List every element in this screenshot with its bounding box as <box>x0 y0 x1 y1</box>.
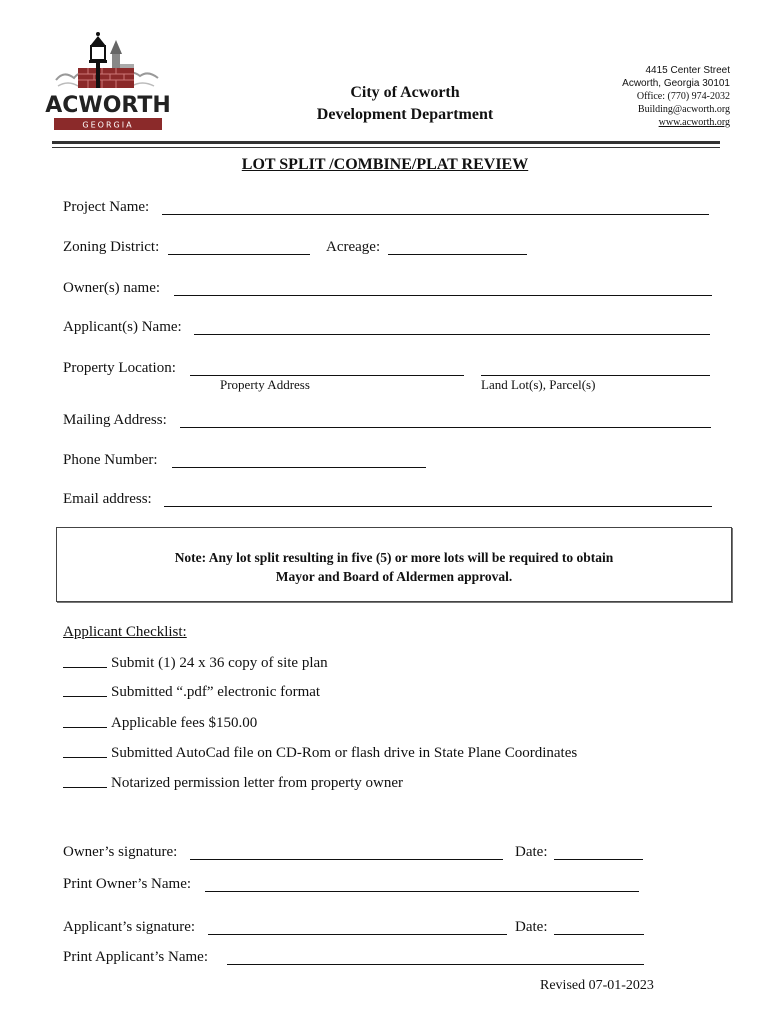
checklist-blank[interactable] <box>63 727 107 728</box>
header-org-block <box>290 82 520 126</box>
acreage-field[interactable] <box>388 254 488 255</box>
checklist-item-label: Submit (1) 24 x 36 copy of site plan <box>111 655 328 671</box>
applicant-signature-field[interactable] <box>208 934 507 935</box>
header-divider-thin <box>52 147 720 148</box>
mailing-address-label: Mailing Address: <box>63 412 167 428</box>
project-name-label: Project Name: <box>63 199 150 215</box>
checklist-heading: Applicant Checklist: <box>63 624 187 640</box>
department-name: Development Department <box>316 106 494 123</box>
approval-note-box <box>56 527 732 602</box>
project-name-field[interactable] <box>162 214 709 215</box>
note-line-1: Note: Any lot split resulting in five (5) or more lots will be required to obtain <box>174 550 614 565</box>
checklist-item-label: Notarized permission letter from property owner <box>111 775 403 791</box>
checklist-blank[interactable] <box>63 787 107 788</box>
print-applicant-name-label: Print Applicant’s Name: <box>63 949 208 965</box>
city-state-zip: Acworth, Georgia 30101 <box>622 78 730 89</box>
checklist-item-label: Applicable fees $150.00 <box>111 715 258 731</box>
header-divider-thick <box>52 141 720 144</box>
acreage-field-ext[interactable] <box>488 254 527 255</box>
owner-name-field[interactable] <box>174 295 712 296</box>
acworth-logo <box>45 30 171 132</box>
checklist-blank[interactable] <box>63 696 107 697</box>
mailing-address-field[interactable] <box>180 427 711 428</box>
checklist-item[interactable] <box>63 684 320 701</box>
checklist-item[interactable] <box>63 655 328 672</box>
lamppost-logo-icon <box>45 30 171 132</box>
checklist-blank[interactable] <box>63 667 107 668</box>
org-name: City of Acworth <box>350 84 460 101</box>
email-address-field[interactable] <box>164 506 712 507</box>
logo-state: GEORGIA <box>82 120 134 130</box>
applicant-name-field[interactable] <box>194 334 710 335</box>
checklist-item-label: Submitted “.pdf” electronic format <box>111 684 321 700</box>
email-address-label: Email address: <box>63 491 152 507</box>
note-line-2: Mayor and Board of Aldermen approval. <box>275 569 513 584</box>
owner-date-label: Date: <box>515 844 548 860</box>
logo-wordmark: ACWORTH <box>45 93 171 118</box>
street-address: 4415 Center Street <box>645 65 730 76</box>
owner-date-field[interactable] <box>554 859 643 860</box>
checklist-item[interactable] <box>63 775 403 792</box>
zoning-district-field[interactable] <box>168 254 310 255</box>
checklist-item[interactable] <box>63 715 257 732</box>
checklist-item-label: Submitted AutoCad file on CD-Rom or flash drive in State Plane Coordinates <box>111 745 578 761</box>
contact-email: Building@acworth.org <box>637 104 730 115</box>
property-address-caption: Property Address <box>220 377 310 392</box>
header-contact-block <box>560 64 730 129</box>
checklist-blank[interactable] <box>63 757 107 758</box>
applicant-date-field[interactable] <box>554 934 644 935</box>
owner-signature-field[interactable] <box>190 859 503 860</box>
phone-number-label: Phone Number: <box>63 452 158 468</box>
acreage-label: Acreage: <box>326 239 381 255</box>
form-title: LOT SPLIT /COMBINE/PLAT REVIEW <box>241 156 529 173</box>
land-lot-parcel-field[interactable] <box>481 375 710 376</box>
applicant-signature-label: Applicant’s signature: <box>63 919 196 935</box>
print-applicant-name-field[interactable] <box>227 964 644 965</box>
phone-number-field[interactable] <box>172 467 426 468</box>
applicant-name-label: Applicant(s) Name: <box>63 319 182 335</box>
owner-signature-label: Owner’s signature: <box>63 844 178 860</box>
applicant-date-label: Date: <box>515 919 548 935</box>
land-lot-parcel-caption: Land Lot(s), Parcel(s) <box>481 377 596 392</box>
checklist-item[interactable] <box>63 745 577 762</box>
zoning-district-label: Zoning District: <box>63 239 160 255</box>
print-owner-name-label: Print Owner’s Name: <box>63 876 192 892</box>
office-phone: Office: (770) 974-2032 <box>636 91 730 102</box>
property-address-field[interactable] <box>190 375 464 376</box>
website-link[interactable]: www.acworth.org <box>658 117 730 128</box>
print-owner-name-field[interactable] <box>205 891 639 892</box>
revision-date: Revised 07-01-2023 <box>540 978 654 993</box>
owner-name-label: Owner(s) name: <box>63 280 161 296</box>
property-location-label: Property Location: <box>63 360 176 376</box>
